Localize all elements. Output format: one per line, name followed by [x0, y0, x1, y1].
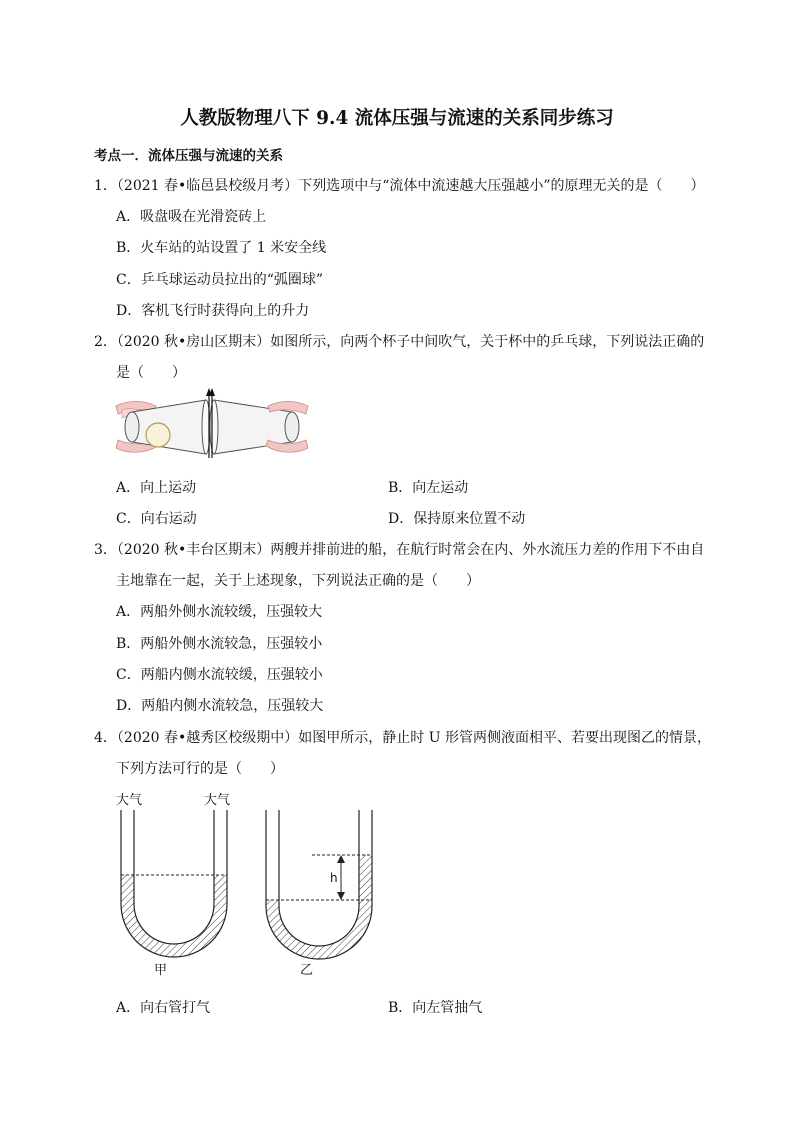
question-3-option-a: A．两船外侧水流较缓，压强较大: [116, 604, 323, 620]
question-4-option-a: A．向右管打气: [116, 1000, 211, 1016]
question-2-option-b: B．向左运动: [388, 480, 469, 496]
page-title: 人教版物理八下 9.4 流体压强与流速的关系同步练习: [180, 108, 614, 129]
question-1-option-b: B．火车站的站设置了 1 米安全线: [116, 240, 327, 256]
question-2-stem-line-2: 是（ ）: [116, 365, 186, 381]
question-1-option-a: A．吸盘吸在光滑瓷砖上: [116, 209, 267, 225]
cups-blowing-figure: [114, 388, 310, 462]
question-2-stem-line-1: 2．（2020 秋•房山区期末）如图所示，向两个杯子中间吹气，关于杯中的乒乓球，下列说法正确的: [94, 334, 705, 350]
caption-jia: 甲: [154, 963, 168, 978]
question-2-option-a: A．向上运动: [116, 480, 197, 496]
question-4-stem-line-1: 4．（2020 春•越秀区校级期中）如图甲所示，静止时 U 形管两侧液面相平、若要出现图乙的情景，: [94, 730, 711, 746]
height-label: h: [330, 871, 338, 885]
label-atmosphere-right: 大气: [204, 793, 231, 808]
question-4-option-b: B．向左管抽气: [388, 1000, 483, 1016]
question-3-stem-line-2: 主地靠在一起，关于上述现象，下列说法正确的是（ ）: [116, 573, 480, 589]
question-1-stem: 1．（2021 春•临邑县校级月考）下列选项中与“流体中流速越大压强越小”的原理无关的是（ ）: [94, 178, 705, 194]
question-4-stem-line-2: 下列方法可行的是（ ）: [116, 761, 284, 777]
u-tube-figure: [104, 784, 394, 984]
question-2-option-c: C．向右运动: [116, 511, 197, 527]
question-3-option-c: C．两船内侧水流较缓，压强较小: [116, 667, 323, 683]
question-3-stem-line-1: 3．（2020 秋•丰台区期末）两艘并排前进的船，在航行时常会在内、外水流压力差的作用下不由自: [94, 542, 705, 558]
caption-yi: 乙: [300, 963, 314, 978]
label-atmosphere-left: 大气: [116, 793, 143, 808]
question-1-option-d: D．客机飞行时获得向上的升力: [116, 303, 310, 319]
question-3-option-b: B．两船外侧水流较急，压强较小: [116, 636, 323, 652]
question-3-option-d: D．两船内侧水流较急，压强较大: [116, 698, 324, 714]
question-2-option-d: D．保持原来位置不动: [388, 511, 526, 527]
section-heading: 考点一．流体压强与流速的关系: [94, 148, 283, 164]
question-1-option-c: C．乒乓球运动员拉出的“弧圈球”: [116, 272, 324, 288]
